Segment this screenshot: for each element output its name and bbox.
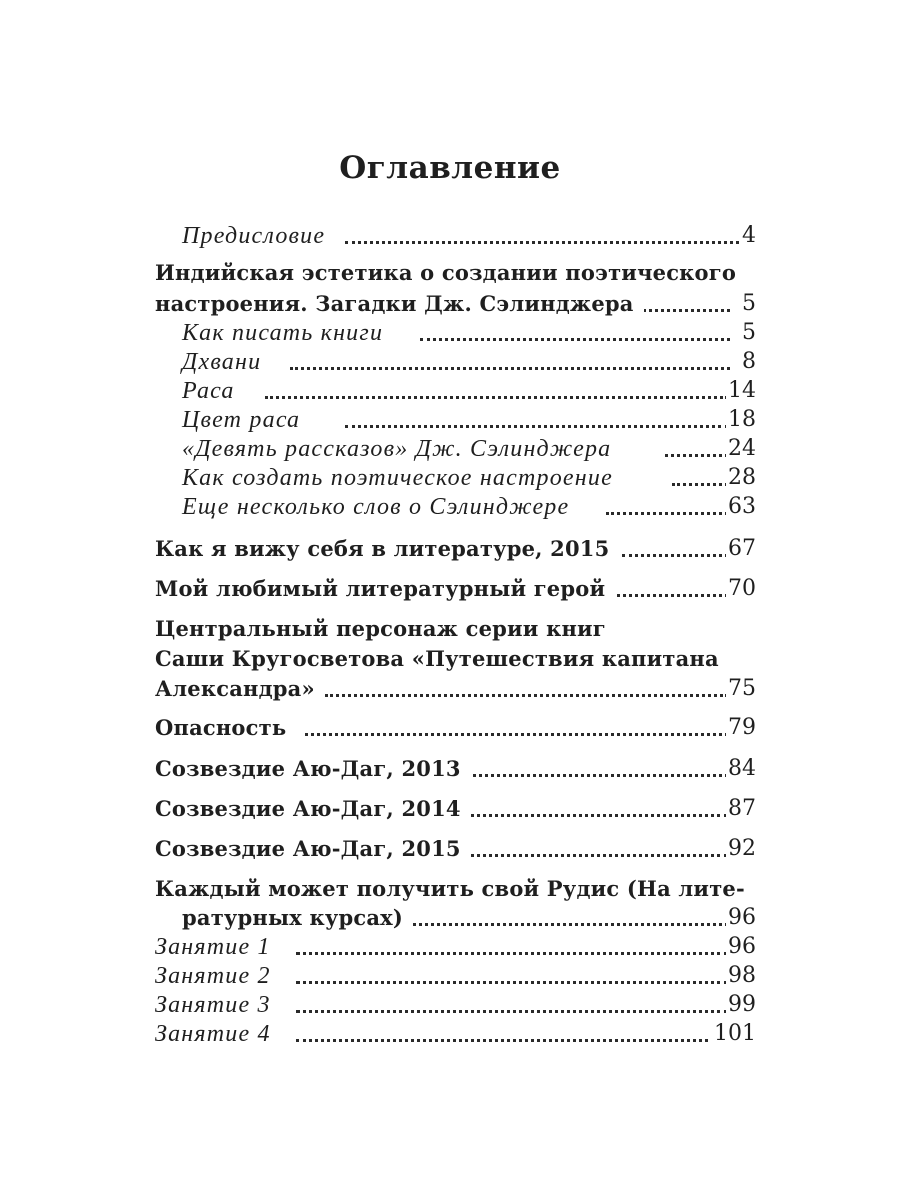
dot-leader bbox=[468, 774, 728, 777]
toc-entry-page: 84 bbox=[726, 754, 756, 784]
toc-entry-title: Как писать книги bbox=[182, 318, 393, 348]
toc-entry-page: 8 bbox=[740, 347, 756, 377]
toc-entry-title: Занятие 1 bbox=[155, 932, 281, 962]
toc-entry-title: Каждый может получить свой Рудис (На лите- bbox=[155, 874, 745, 904]
toc-entry-favorite-hero bbox=[0, 574, 900, 606]
toc-entry-title: настроения. Загадки Дж. Сэлинджера bbox=[155, 289, 644, 319]
dot-leader bbox=[296, 981, 728, 984]
toc-entry-title: Дхвани bbox=[182, 347, 271, 377]
toc-entry-indian-aesthetics bbox=[0, 289, 900, 321]
toc-entry-poetic-mood bbox=[0, 463, 900, 495]
toc-entry-page: 99 bbox=[726, 990, 756, 1020]
toc-entry-title: Предисловие bbox=[182, 221, 335, 251]
dot-leader bbox=[604, 594, 728, 597]
toc-entry-title: Александра» bbox=[155, 674, 325, 704]
toc-entry-section-line bbox=[0, 644, 900, 676]
toc-entry-page: 28 bbox=[726, 463, 756, 493]
toc-entry-central-character bbox=[0, 674, 900, 706]
toc-entry-page: 98 bbox=[726, 961, 756, 991]
toc-entry-title: Как я вижу себя в литературе, 2015 bbox=[155, 534, 619, 564]
toc-entry-rasa bbox=[0, 376, 900, 408]
toc-entry-ayu-dag-2013 bbox=[0, 754, 900, 786]
toc-entry-page: 101 bbox=[712, 1019, 756, 1049]
toc-entry-title: Созвездие Аю-Даг, 2014 bbox=[155, 794, 471, 824]
toc-entry-page: 5 bbox=[740, 289, 756, 319]
dot-leader bbox=[296, 952, 728, 955]
toc-entry-lesson-2 bbox=[0, 961, 900, 993]
toc-entry-how-to-write bbox=[0, 318, 900, 350]
toc-entry-how-i-see-myself bbox=[0, 534, 900, 566]
toc-entry-section-line bbox=[0, 614, 900, 646]
dot-leader bbox=[622, 554, 728, 557]
toc-entry-title: Еще несколько слов о Сэлинджере bbox=[182, 492, 579, 522]
page-title: Оглавление bbox=[339, 150, 561, 186]
dot-leader bbox=[470, 854, 728, 857]
toc-entry-title: «Девять рассказов» Дж. Сэлинджера bbox=[182, 434, 621, 464]
toc-entry-preface bbox=[0, 221, 900, 253]
toc-entry-page: 5 bbox=[740, 318, 756, 348]
dot-leader bbox=[606, 512, 728, 515]
toc-entry-title: Индийская эстетика о создании поэтического bbox=[155, 258, 736, 288]
dot-leader bbox=[296, 1010, 728, 1013]
toc-entry-danger bbox=[0, 713, 900, 745]
dot-leader bbox=[390, 923, 728, 926]
toc-entry-page: 70 bbox=[726, 574, 756, 604]
dot-leader bbox=[305, 733, 728, 736]
dot-leader bbox=[672, 483, 728, 486]
toc-entry-lesson-1 bbox=[0, 932, 900, 964]
toc-entry-page: 75 bbox=[726, 674, 756, 704]
toc-entry-lesson-3 bbox=[0, 990, 900, 1022]
toc-entry-title: Занятие 4 bbox=[155, 1019, 281, 1049]
toc-entry-page: 14 bbox=[726, 376, 756, 406]
toc-entry-section-line bbox=[0, 874, 900, 906]
toc-entry-title: Как создать поэтическое настроение bbox=[182, 463, 623, 493]
toc-entry-title: Цвет раса bbox=[182, 405, 310, 435]
toc-entry-title: Мой любимый литературный герой bbox=[155, 574, 615, 604]
dot-leader bbox=[296, 1039, 715, 1042]
dot-leader bbox=[325, 694, 728, 697]
toc-entry-more-salinger bbox=[0, 492, 900, 524]
toc-entry-lesson-4 bbox=[0, 1019, 900, 1051]
toc-entry-title: Занятие 3 bbox=[155, 990, 281, 1020]
toc-entry-dhvani bbox=[0, 347, 900, 379]
toc-entry-title: Созвездие Аю-Даг, 2013 bbox=[155, 754, 471, 784]
dot-leader bbox=[665, 454, 728, 457]
toc-entry-title: Раса bbox=[182, 376, 245, 406]
toc-entry-page: 24 bbox=[726, 434, 756, 464]
toc-entry-page: 87 bbox=[726, 794, 756, 824]
dot-leader bbox=[420, 338, 730, 341]
toc-entry-ayu-dag-2014 bbox=[0, 794, 900, 826]
toc-entry-title: Созвездие Аю-Даг, 2015 bbox=[155, 834, 471, 864]
toc-entry-page: 63 bbox=[726, 492, 756, 522]
dot-leader bbox=[470, 814, 728, 817]
toc-entry-rasa-color bbox=[0, 405, 900, 437]
toc-entry-page: 92 bbox=[726, 834, 756, 864]
toc-entry-page: 96 bbox=[726, 903, 756, 933]
toc-entry-page: 4 bbox=[740, 221, 756, 251]
toc-entry-page: 18 bbox=[726, 405, 756, 435]
dot-leader bbox=[265, 396, 728, 399]
toc-entry-title: Занятие 2 bbox=[155, 961, 281, 991]
toc-entry-title: Центральный персонаж серии книг bbox=[155, 614, 606, 644]
dot-leader bbox=[630, 309, 730, 312]
dot-leader bbox=[290, 367, 730, 370]
toc-entry-title: Опасность bbox=[155, 713, 296, 743]
toc-entry-title: Саши Кругосветова «Путешествия капитана bbox=[155, 644, 719, 674]
dot-leader bbox=[345, 425, 728, 428]
toc-entry-title: ратурных курсах) bbox=[182, 903, 413, 933]
toc-entry-page: 96 bbox=[726, 932, 756, 962]
toc-entry-page: 79 bbox=[726, 713, 756, 743]
toc-entry-nine-stories bbox=[0, 434, 900, 466]
toc-entry-ayu-dag-2015 bbox=[0, 834, 900, 866]
toc-entry-section-line bbox=[0, 258, 900, 290]
dot-leader bbox=[345, 241, 745, 244]
toc-entry-page: 67 bbox=[726, 534, 756, 564]
toc-entry-rudis bbox=[0, 903, 900, 935]
